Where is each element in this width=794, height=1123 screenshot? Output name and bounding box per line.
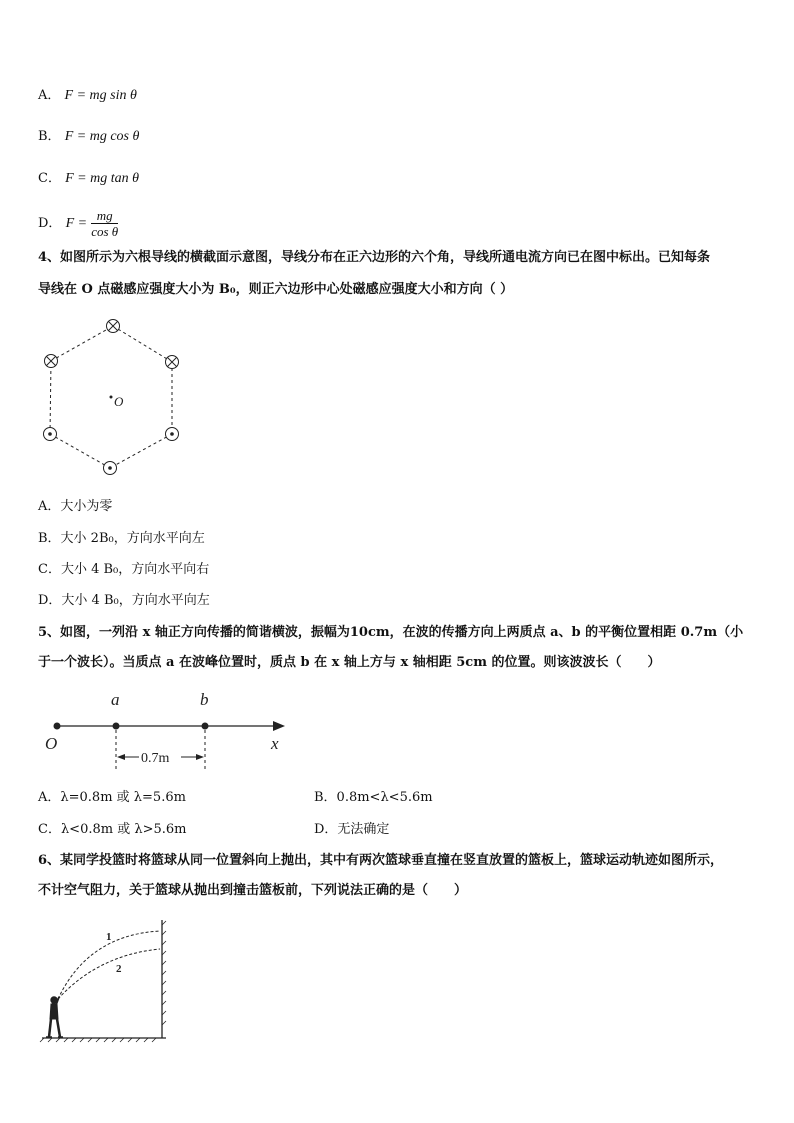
- arrow-right-icon: [196, 754, 204, 760]
- basketball-trajectory-diagram: [38, 915, 173, 1045]
- wire-out-of-page-lower-left: [44, 428, 57, 441]
- option-formula: F = mg sin θ: [64, 88, 137, 103]
- distance-label: 0.7m: [141, 751, 170, 766]
- fraction-denominator: cos θ: [91, 223, 119, 239]
- q5-option-a: A．λ=0.8m 或 λ=5.6m: [38, 790, 186, 805]
- wire-into-page-upper-right: [166, 356, 179, 369]
- point-b: [202, 723, 209, 730]
- origin-label: O: [45, 734, 58, 753]
- wire-out-of-page-lower-right: [166, 428, 179, 441]
- q3-option-c: [38, 170, 139, 188]
- fraction: [91, 208, 118, 240]
- arrow-left-icon: [117, 754, 125, 760]
- wave-axis-diagram: [35, 685, 300, 775]
- option-label: A．: [38, 88, 61, 103]
- center-point: [110, 396, 113, 399]
- q4-option-b: B．大小 2B₀，方向水平向左: [38, 531, 205, 546]
- point-a: [113, 723, 120, 730]
- q5-option-c: C．λ<0.8m 或 λ>5.6m: [38, 822, 187, 837]
- q5-stem-line1: 5、如图，一列沿 x 轴正方向传播的简谐横波，振幅为10cm，在波的传播方向上两质点 a、b 的平衡位置相距 0.7m（小: [38, 625, 744, 640]
- wire-into-page-top: [107, 320, 120, 333]
- wire-into-page-upper-left: [45, 355, 58, 368]
- option-label: B．: [38, 129, 61, 144]
- option-formula: F = mg tan θ: [65, 171, 139, 186]
- q4-stem-line2: 导线在 O 点磁感应强度大小为 B₀，则正六边形中心处磁感应强度大小和方向（ ）: [38, 282, 514, 297]
- trajectory-2: [58, 949, 160, 999]
- axis-arrow-icon: [273, 721, 285, 731]
- point-a-label: a: [111, 690, 120, 709]
- fraction-numerator: mg: [91, 208, 118, 224]
- trajectory-2-label: 2: [116, 963, 122, 975]
- origin-point: [54, 723, 61, 730]
- q6-stem-line2: 不计空气阻力，关于篮球从抛出到撞击篮板前，下列说法正确的是（ ）: [38, 883, 468, 898]
- q4-option-a: A．大小为零: [38, 499, 113, 514]
- q3-option-a: [38, 87, 137, 105]
- trajectory-1-label: 1: [106, 931, 112, 943]
- q4-option-d: D．大小 4 B₀，方向水平向左: [38, 593, 210, 608]
- q5-option-d: D．无法确定: [314, 822, 390, 837]
- hexagon-wires-diagram: [30, 310, 200, 480]
- option-formula: F = mg cos θ: [64, 129, 140, 144]
- q5-option-b: B．0.8m<λ<5.6m: [314, 790, 433, 805]
- option-label: C．: [38, 171, 61, 186]
- q5-stem-line2: 于一个波长）。当质点 a 在波峰位置时，质点 b 在 x 轴上方与 x 轴相距 5cm 的位置。则该波波长（ ）: [38, 655, 661, 670]
- q6-stem-line1: 6、某同学投篮时将篮球从同一位置斜向上抛出，其中有两次篮球垂直撞在竖直放置的篮板上，篮球运动轨迹如图所示，: [38, 853, 724, 868]
- q3-option-d: [38, 205, 118, 243]
- option-label: D．: [38, 216, 62, 231]
- point-b-label: b: [200, 690, 209, 709]
- student-figure: [46, 997, 63, 1037]
- q3-option-b: [38, 128, 139, 146]
- wire-out-of-page-bottom: [104, 462, 117, 475]
- q4-stem-line1: 4、如图所示为六根导线的横截面示意图，导线分布在正六边形的六个角，导线所通电流方向已在图中标出。已知每条: [38, 250, 711, 265]
- center-label: O: [114, 394, 124, 409]
- axis-label: x: [271, 734, 279, 753]
- q4-option-c: C．大小 4 B₀，方向水平向右: [38, 562, 210, 577]
- option-formula-lhs: F =: [65, 216, 88, 231]
